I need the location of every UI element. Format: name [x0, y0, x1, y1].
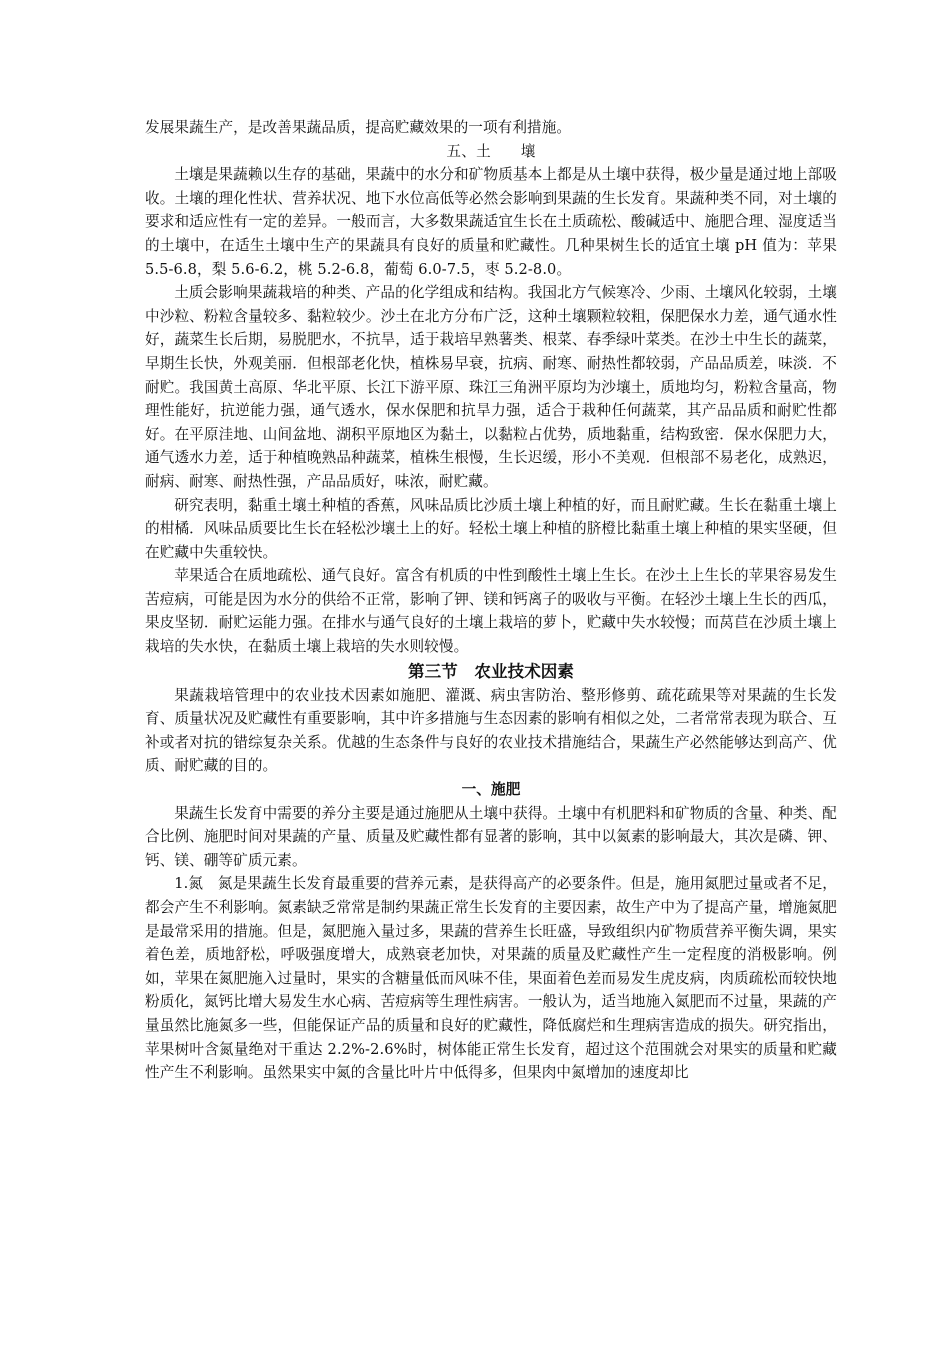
paragraph-research: 研究表明，黏重土壤土种植的香蕉，风味品质比沙质土壤上种植的好，而且耐贮藏。生长在黏重土壤上的柑橘．风味品质要比生长在轻松沙壤土上的好。轻松土壤上种植的脐橙比黏重土壤上种植的果实坚硬，但在贮藏中失重较快。: [145, 496, 837, 561]
subheading-soil: 五、土 壤: [446, 142, 536, 160]
paragraph-nitrogen: 1.氮 氮是果蔬生长发育最重要的营养元素，是获得高产的必要条件。但是，施用氮肥过量或者不足，都会产生不利影响。氮素缺乏常常是制约果蔬正常生长发育的主要因素，故生产中为了提高产量，增施氮肥是最常采用的措施。但是，氮肥施入量过多，果蔬的营养生长旺盛，导致组织内矿物质营养平衡失调，果实着色差，质地舒松，呼吸强度增大，成熟衰老加快，对果蔬的质量及贮藏性产生一定程度的消极影响。例如，苹果在氮肥施入过量时，果实的含糖量低而风味不佳，果面着色差而易发生虎皮病，肉质疏松而较快地粉质化，氮钙比增大易发生水心病、苦痘病等生理性病害。一般认为，适当地施入氮肥而不过量，果蔬的产量虽然比施氮多一些，但能保证产品的质量和良好的贮藏性，降低腐烂和生理病害造成的损失。研究指出，苹果树叶含氮量绝对干重达 2.2%-2.6%时，树体能正常生长发育，超过这个范围就会对果实的质量和贮藏性产生不利影响。虽然果实中氮的含量比叶片中低得多，但果肉中氮增加的速度却比: [145, 875, 837, 1082]
paragraph-continuation: 发展果蔬生产，是改善果蔬品质，提高贮藏效果的一项有利措施。: [145, 119, 572, 136]
paragraph-fertilization: 果蔬生长发育中需要的养分主要是通过施肥从土壤中获得。土壤中有机肥料和矿物质的含量、种类、配合比例、施肥时间对果蔬的产量、质量及贮藏性都有显著的影响，其中以氮素的影响最大，其次是磷、钾、钙、镁、硼等矿质元素。: [145, 804, 837, 869]
paragraph-soil-basis: 土壤是果蔬赖以生存的基础，果蔬中的水分和矿物质基本上都是从土壤中获得，极少量是通过地上部吸收。土壤的理化性状、营养状况、地下水位高低等必然会影响到果蔬的生长发育。果蔬种类不同，对土壤的要求和适应性有一定的差异。一般而言，大多数果蔬适宜生长在土质疏松、酸碱适中、施肥合理、湿度适当的土壤中，在适生土壤中生产的果蔬具有良好的质量和贮藏性。几种果树生长的适宜土壤 pH 值为：苹果 5.5-6.8，梨 5.6-6.2，桃 5.2-6.8，葡萄 6.0-7.5，枣 5.2-8.0。: [145, 166, 837, 278]
paragraph-agri-factors: 果蔬栽培管理中的农业技术因素如施肥、灌溉、病虫害防治、整形修剪、疏花疏果等对果蔬的生长发育、质量状况及贮藏性有重要影响，其中许多措施与生态因素的影响有相似之处，二者常常表现为联合、互补或者对抗的错综复杂关系。优越的生态条件与良好的农业技术措施结合，果蔬生产必然能够达到高产、优质、耐贮藏的目的。: [145, 686, 837, 775]
section-title: 第三节 农业技术因素: [408, 661, 574, 681]
document-body: [145, 116, 837, 1085]
subheading-fertilization: 一、施肥: [461, 781, 521, 799]
paragraph-apple-soil: 苹果适合在质地疏松、通气良好。富含有机质的中性到酸性土壤上生长。在沙土上生长的苹果容易发生苦痘病，可能是因为水分的供给不正常，影响了钾、镁和钙离子的吸收与平衡。在轻沙土壤上生长的西瓜，果皮坚韧．耐贮运能力强。在排水与通气良好的土壤上栽培的萝卜，贮藏中失水较慢；而莴苣在沙质土壤上栽培的失水快，在黏质土壤上栽培的失水则较慢。: [145, 567, 837, 656]
paragraph-soil-texture: 土质会影响果蔬栽培的种类、产品的化学组成和结构。我国北方气候寒冷、少雨、土壤风化较弱，土壤中沙粒、粉粒含量较多、黏粒较少。沙土在北方分布广泛，这种土壤颗粒较粗，保肥保水力差，通气通水性好，蔬菜生长后期，易脱肥水，不抗旱，适于栽培早熟薯类、根菜、春季绿叶菜类。在沙土中生长的蔬菜，早期生长快，外观美丽．但根部老化快，植株易早衰，抗病、耐寒、耐热性都较弱，产品品质差，味淡．不耐贮。我国黄土高原、华北平原、长江下游平原、珠江三角洲平原均为沙壤土，质地均匀，粉粒含量高，物理性能好，抗逆能力强，通气透水，保水保肥和抗旱力强，适合于栽种任何蔬菜，其产品品质和耐贮性都好。在平原洼地、山间盆地、湖积平原地区为黏土，以黏粒占优势，质地黏重，结构致密．保水保肥力大，通气透水力差，适于种植晚熟品种蔬菜，植株生根慢，生长迟缓，形小不美观．但根部不易老化，成熟迟，耐病、耐寒、耐热性强，产品品质好，味浓，耐贮藏。: [145, 284, 837, 490]
